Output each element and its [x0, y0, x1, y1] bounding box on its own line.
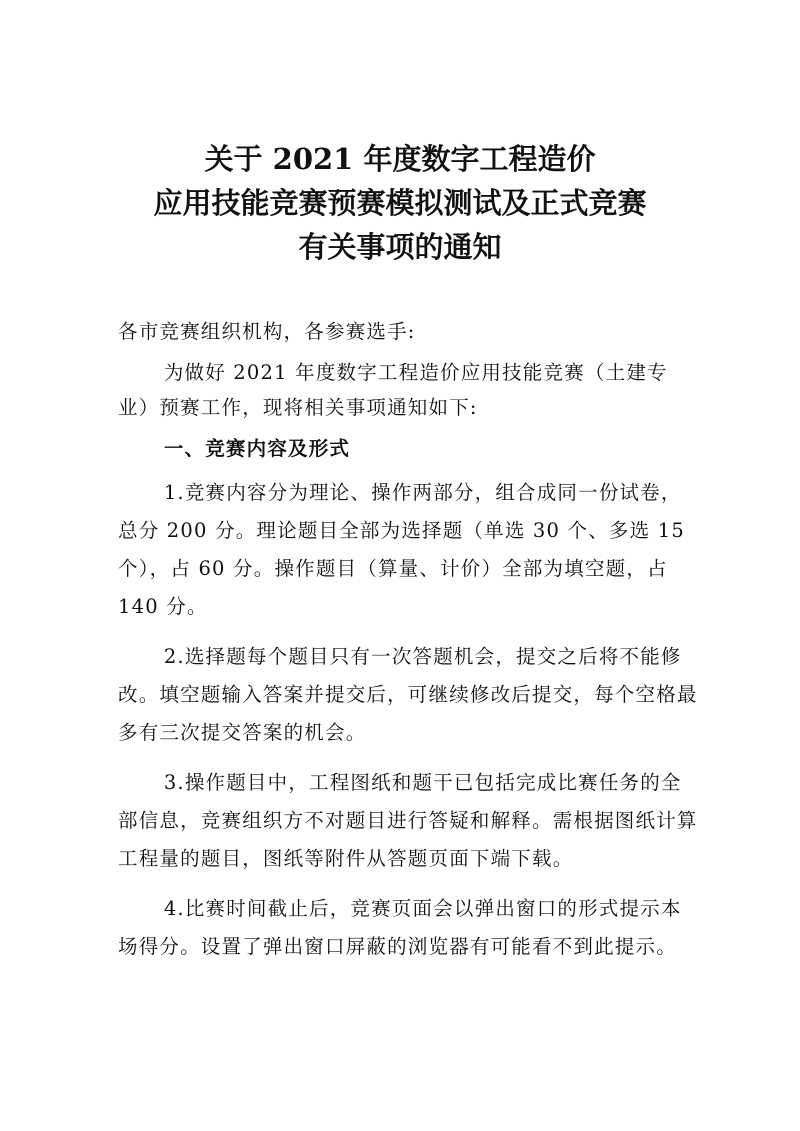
document-body	[118, 314, 698, 978]
list-item: 2.选择题每个题目只有一次答题机会，提交之后将不能修改。填空题输入答案并提交后，可继续修改后提交，每个空格最多有三次提交答案的机会。	[118, 645, 698, 744]
section-heading: 一、竞赛内容及形式	[163, 437, 351, 460]
title-line-1: 关于 2021 年度数字工程造价	[204, 142, 596, 176]
list-item: 3.操作题目中，工程图纸和题干已包括完成比赛任务的全部信息，竞赛组织方不对题目进行答疑和解释。需根据图纸计算工程量的题目，图纸等附件从答题页面下端下载。	[118, 771, 698, 870]
list-item: 4.比赛时间截止后，竞赛页面会以弹出窗口的形式提示本场得分。设置了弹出窗口屏蔽的浏览器有可能看不到此提示。	[118, 897, 682, 958]
salutation: 各市竞赛组织机构，各参赛选手:	[118, 320, 416, 343]
intro-paragraph: 为做好 2021 年度数字工程造价应用技能竞赛（土建专业）预赛工作，现将相关事项通知如下:	[118, 361, 668, 419]
title-line-3: 有关事项的通知	[298, 230, 502, 264]
title-line-2: 应用技能竞赛预赛模拟测试及正式竞赛	[153, 186, 647, 220]
list-item: 1.竞赛内容分为理论、操作两部分，组合成同一份试卷，总分 200 分。理论题目全部为选择题（单选 30 个、多选 15 个），占 60 分。操作题目（算量、计价）全部为填空题，占 140 分。	[118, 481, 685, 618]
document-title	[0, 137, 800, 269]
